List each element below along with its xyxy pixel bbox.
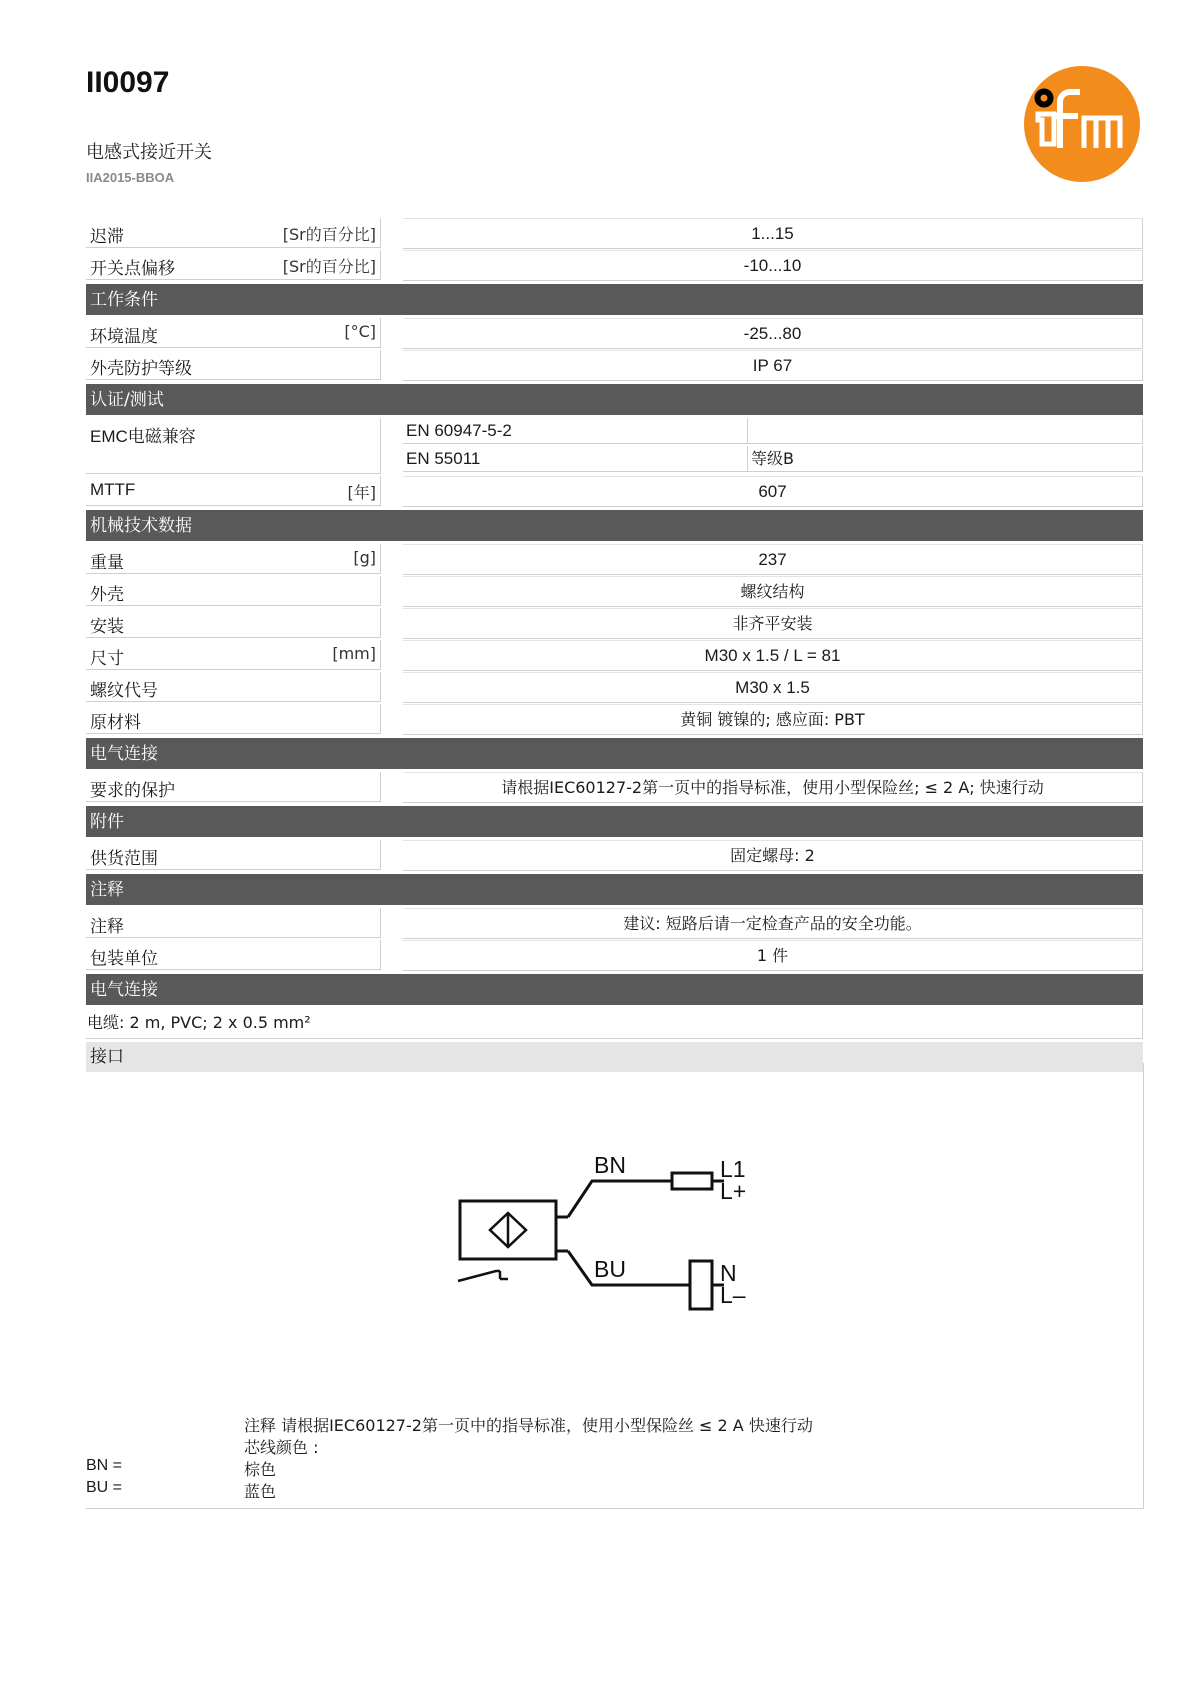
spec-unit: [°C] [344,322,376,341]
emc-standard-2: EN 55011 [403,446,748,472]
spec-label: 尺寸 [90,649,124,669]
spec-row-emc [86,418,1143,474]
spec-label: 外壳防护等级 [90,359,192,379]
spec-value: 黄铜 镀镍的; 感应面: PBT [403,704,1143,735]
spec-label: 供货范围 [90,849,158,869]
spec-row-mounting [86,608,1143,638]
spec-row-packaging [86,940,1143,970]
spec-unit: [g] [353,548,376,567]
spec-label: 外壳 [90,585,124,605]
bn-value: 棕色 [244,1460,277,1479]
spec-unit: [Sr的百分比] [282,225,376,244]
spec-label: 开关点偏移 [90,259,175,279]
spec-value: IP 67 [403,350,1143,381]
section-approvals: 认证/测试 [86,384,1143,415]
wiring-diagram [456,1155,776,1325]
spec-value: 固定螺母: 2 [403,840,1143,871]
spec-value: -25...80 [403,318,1143,349]
product-code: IIA2015-BBOA [86,170,175,185]
emc-class: 等级B [748,446,1143,472]
section-mechanical-data: 机械技术数据 [86,510,1143,541]
bu-key: BU = [86,1479,123,1496]
ifm-logo [1022,64,1142,184]
spec-row-scope-of-delivery [86,840,1143,870]
wiring-diagram-box [86,1063,1144,1509]
spec-row-thread [86,672,1143,702]
note-text: 注释 请根据IEC60127-2第一页中的指导标准，使用小型保险丝 ≤ 2 A 快速行动 [244,1416,813,1435]
core-colors-heading: 芯线颜色 : [244,1438,319,1457]
wire-bu [568,1251,690,1285]
label-lplus: L+ [720,1178,747,1204]
spec-label: 安装 [90,617,124,637]
spec-row-ambient-temp [86,318,1143,348]
spec-label: MTTF [90,480,136,499]
spec-value: 237 [403,544,1143,575]
spec-row-weight [86,544,1143,574]
label-bu: BU [594,1256,626,1282]
spec-value: -10...10 [403,250,1143,281]
spec-value: 非齐平安装 [403,608,1143,639]
spec-label: 螺纹代号 [90,681,158,701]
switch-symbol [458,1271,500,1281]
spec-unit: [年] [347,483,376,502]
spec-label: 注释 [90,917,124,937]
spec-label: 环境温度 [90,327,158,347]
spec-row-material [86,704,1143,734]
spec-row-protection [86,350,1143,380]
wire-bn [568,1181,672,1217]
product-title: II0097 [86,66,170,99]
spec-value: 螺纹结构 [403,576,1143,607]
load-symbol [690,1261,712,1309]
spec-value: 1...15 [403,218,1143,249]
spec-label: 要求的保护 [90,781,175,801]
emc-empty-cell [748,418,1143,444]
section-accessories: 附件 [86,806,1143,837]
spec-value: 1 件 [403,940,1143,971]
product-subtitle: 电感式接近开关 [86,142,212,163]
section-operating-conditions: 工作条件 [86,284,1143,315]
label-lminus: L– [720,1282,746,1308]
fuse-symbol [672,1173,712,1189]
spec-unit: [Sr的百分比] [282,257,376,276]
section-electrical-connection: 电气连接 [86,738,1143,769]
cable-spec: 电缆: 2 m, PVC; 2 x 0.5 mm² [86,1008,1143,1039]
spec-row-switch-point-drift [86,250,1143,280]
bu-value: 蓝色 [244,1482,277,1501]
section-electrical-connection-2: 电气连接 [86,974,1143,1005]
spec-value: M30 x 1.5 / L = 81 [403,640,1143,671]
interface-header: 接口 [86,1042,1143,1072]
spec-unit: [mm] [332,644,376,663]
spec-label: 重量 [90,553,124,573]
spec-value: 建议: 短路后请一定检查产品的安全功能。 [403,908,1143,939]
spec-row-dimensions [86,640,1143,670]
spec-value: 请根据IEC60127-2第一页中的指导标准，使用小型保险丝; ≤ 2 A; 快速行动 [403,772,1143,803]
spec-value: M30 x 1.5 [403,672,1143,703]
spec-value: 607 [403,476,1143,507]
label-bn: BN [594,1155,626,1178]
spec-label: 原材料 [90,713,141,733]
section-remarks: 注释 [86,874,1143,905]
label-l1: L1 [720,1156,746,1182]
emc-standard-1: EN 60947-5-2 [403,418,748,444]
spec-row-hysteresis [86,218,1143,248]
spec-label: 迟滞 [90,227,124,247]
spec-row-required-protection [86,772,1143,802]
bn-key: BN = [86,1457,123,1474]
spec-row-mttf [86,476,1143,506]
spec-label: 包装单位 [90,949,158,969]
spec-label: EMC电磁兼容 [90,427,196,446]
spec-row-housing [86,576,1143,606]
spec-table [86,218,1143,1072]
label-n: N [720,1260,737,1286]
spec-row-remark [86,908,1143,938]
